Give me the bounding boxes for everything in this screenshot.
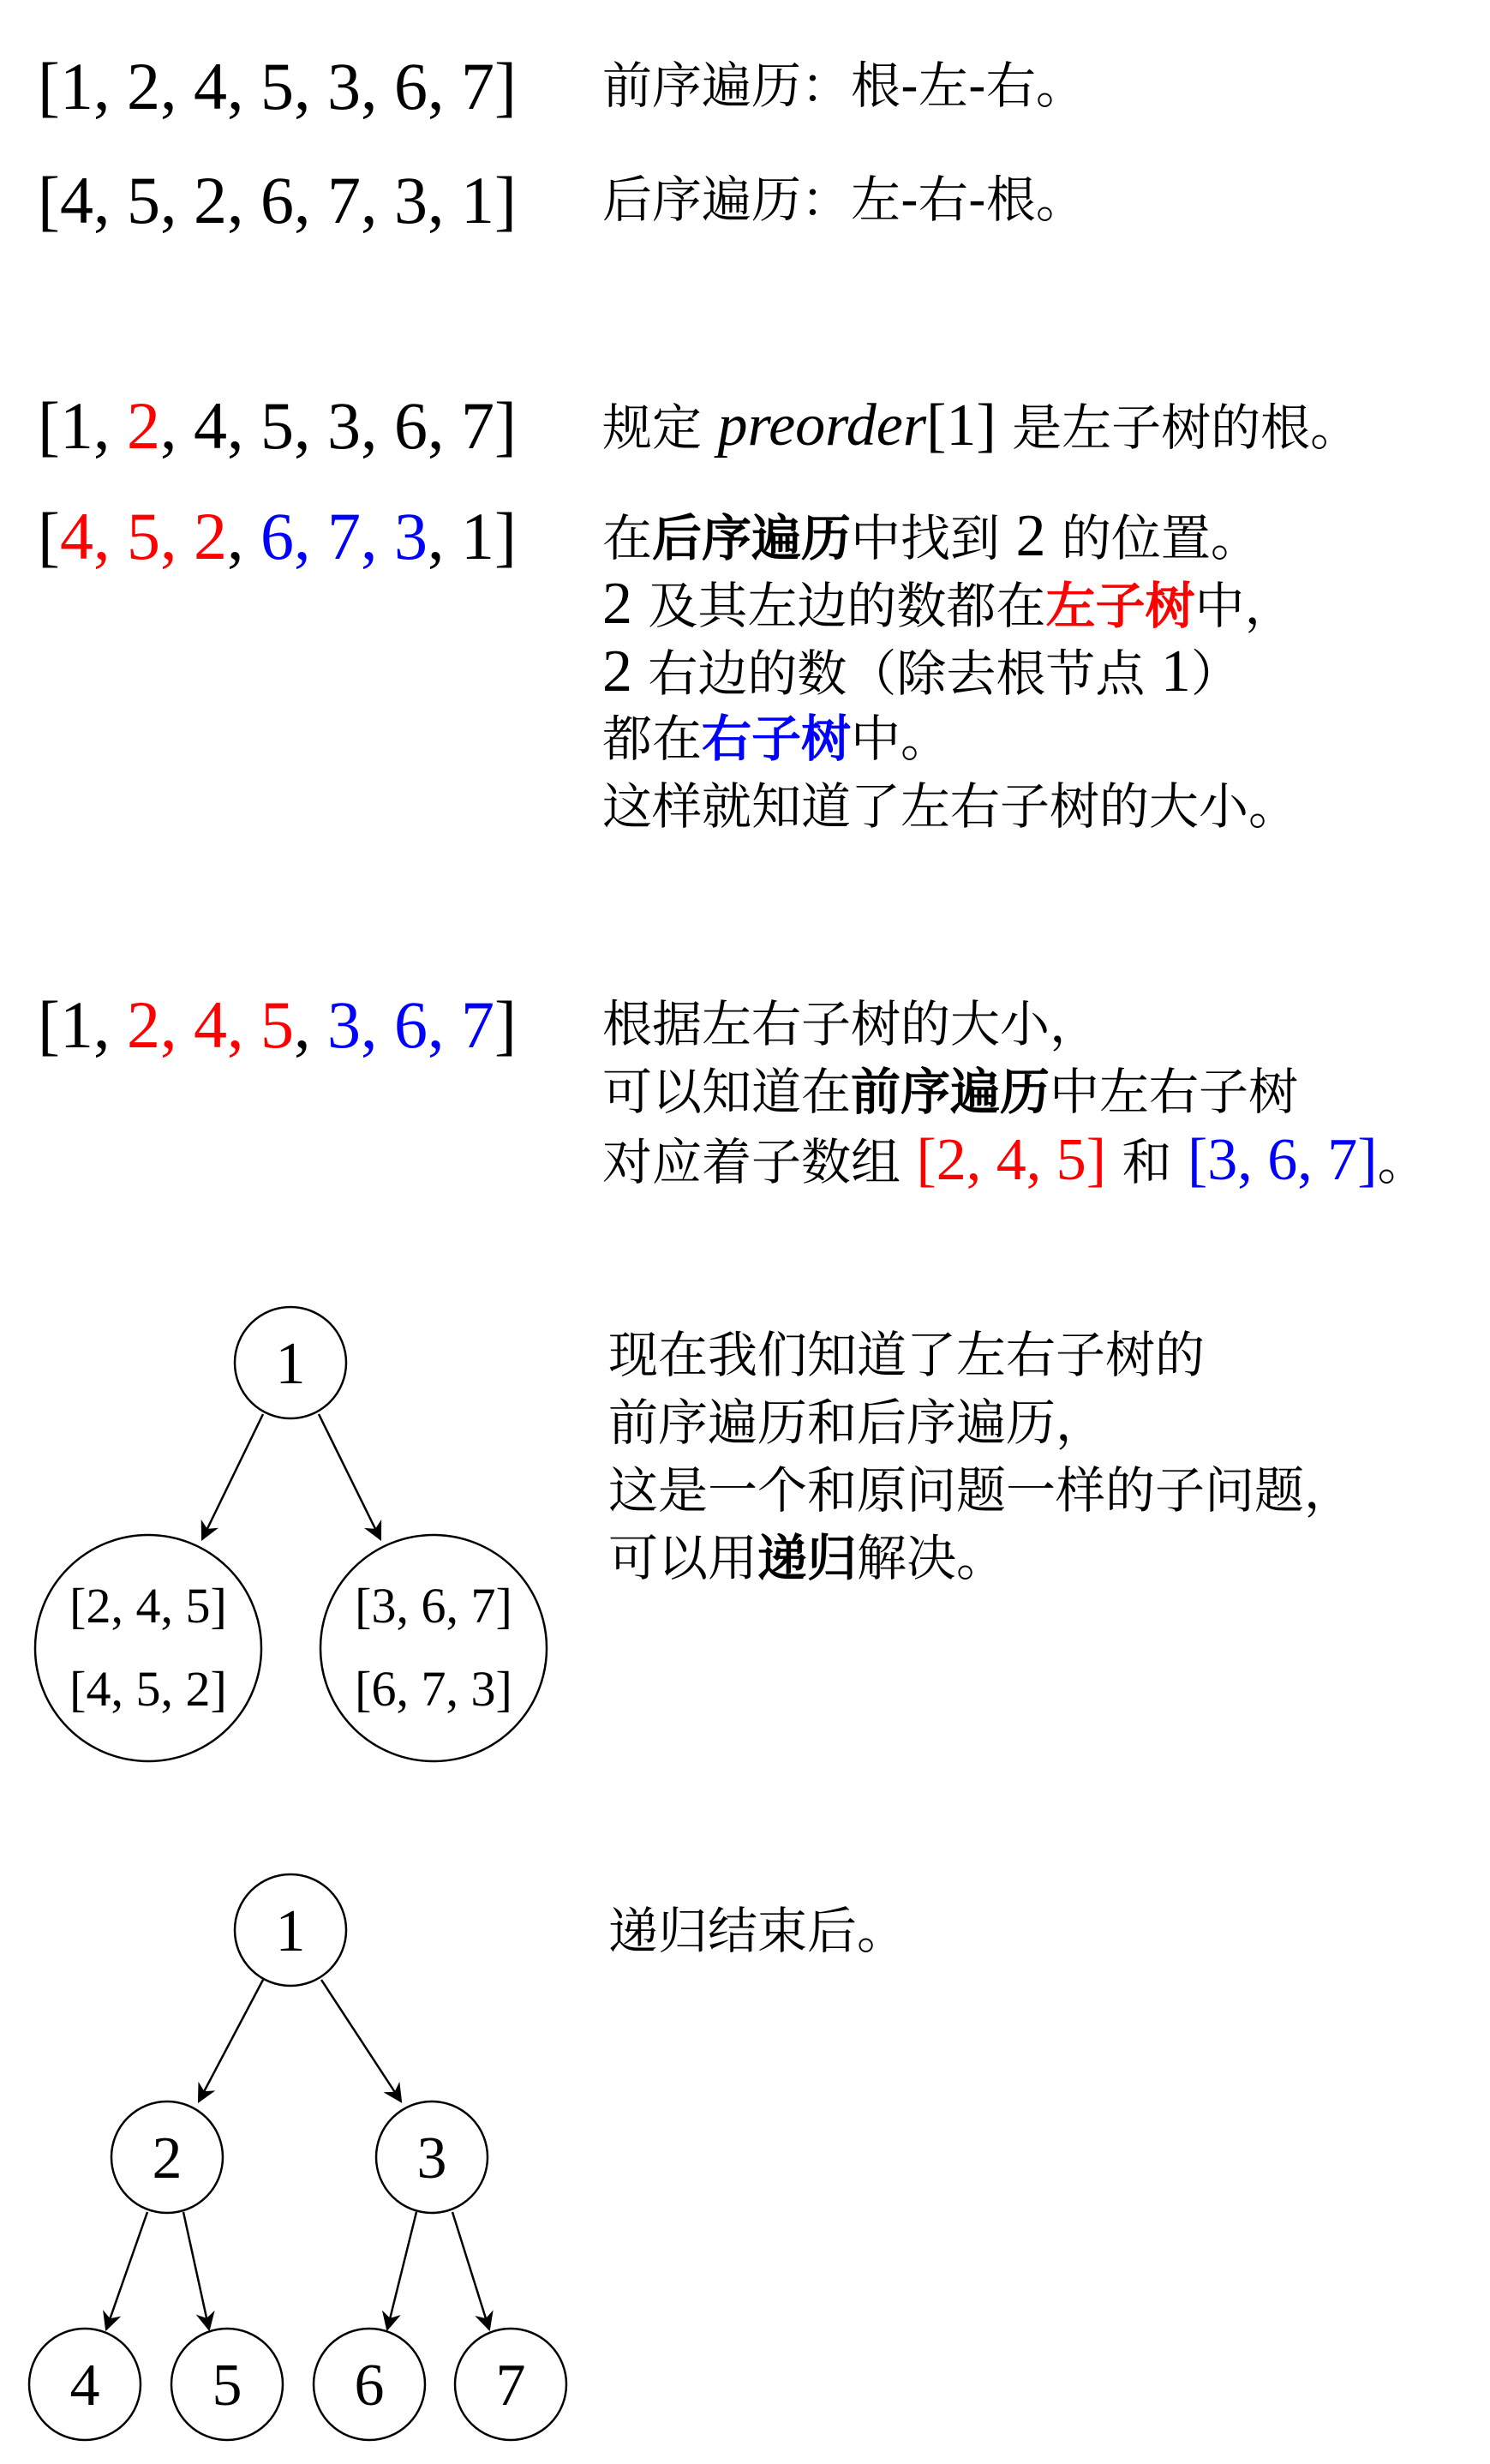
math-segment: [3, 6, 7] [1187,1127,1378,1193]
array-value: 7 [460,49,494,123]
node-5-label: 5 [212,2353,242,2419]
text-segment: 是左子树的根。 [996,399,1361,457]
array-value: 4 [193,49,227,123]
array-value: 1 [460,499,494,573]
emphasis-segment: 右子树 [702,710,852,768]
array-separator: , [93,49,127,123]
array-value: 2 [126,49,160,123]
text-segment: 及其左边的数都在 [632,577,1046,635]
array-separator: , [226,388,260,463]
array-value: 5 [260,987,294,1062]
node-1-label: 1 [275,1898,306,1964]
root-label: 1 [275,1331,306,1397]
edge-3-7 [452,2212,489,2329]
array-value: 5 [260,388,294,463]
text-segment: 都在 [602,710,703,768]
array-separator: , [93,163,127,237]
math-segment: 1 [1160,638,1191,704]
text-segment: 现在我们知道了左右子树的 [608,1326,1206,1384]
edge-1-2 [199,1980,263,2101]
open-bracket: [ [38,49,60,123]
edge-right [319,1414,380,1539]
array-value: 4 [193,388,227,463]
text-segment: 中， [1194,577,1295,635]
text-segment: 在 [602,509,653,567]
close-bracket: ] [494,49,517,123]
text-segment: 前序遍历和后序遍历， [608,1394,1106,1452]
text-segment: 中左右子树 [1050,1063,1299,1121]
text-segment: 中找到 [851,509,1016,567]
array-separator: , [360,987,394,1062]
right-postorder: [6, 7, 3] [355,1661,512,1717]
emphasis-segment: 递归 [757,1529,858,1587]
array-value: 2 [126,388,160,463]
array-separator: , [427,987,461,1062]
close-bracket: ] [494,987,517,1062]
text-segment: 解决。 [857,1529,1007,1587]
open-bracket: [ [38,499,60,573]
open-bracket: [ [38,388,60,463]
array-value: 5 [126,163,160,237]
math-segment: 2 [602,638,632,704]
array-value: 7 [326,499,361,573]
array-separator: , [226,163,260,237]
text-segment: 右边的数（除去根节点 [632,644,1161,703]
text-segment: ） [1190,644,1241,703]
array-value: 7 [326,163,361,237]
text-segment: 后序遍历：左-右-根。 [602,171,1086,229]
node-2-label: 2 [152,2125,183,2191]
array-value: 5 [126,499,160,573]
array-value: 4 [59,163,93,237]
array-separator: , [360,499,394,573]
node-3-label: 3 [416,2125,447,2191]
left-preorder: [2, 4, 5] [69,1578,227,1634]
array-separator: , [293,388,327,463]
math-segment: [1] [926,393,996,459]
close-bracket: ] [494,163,517,237]
math-segment: [2, 4, 5] [916,1127,1107,1193]
left-postorder: [4, 5, 2] [69,1661,227,1717]
node-6-label: 6 [354,2353,385,2419]
array-separator: , [159,163,194,237]
left-subtree-node [35,1535,261,1761]
right-preorder: [3, 6, 7] [355,1578,512,1634]
edge-2-4 [106,2212,147,2329]
array-value: 2 [193,163,227,237]
array-value: 6 [393,987,428,1062]
array-value: 1 [460,163,494,237]
right-subtree-node [320,1535,547,1761]
array-value: 3 [393,499,428,573]
array-value: 6 [260,163,294,237]
array-separator: , [159,499,194,573]
array-value: 3 [393,163,428,237]
array-value: 4 [193,987,227,1062]
math-segment: 2 [1015,503,1046,569]
array-separator: , [427,163,461,237]
array-separator: , [226,49,260,123]
text-segment: 前序遍历：根-左-右。 [602,57,1086,115]
text-segment: 这样就知道了左右子树的大小。 [602,777,1299,836]
edge-1-3 [321,1980,401,2101]
math-segment: 2 [602,571,632,637]
text-segment: 的位置。 [1045,509,1260,567]
array-separator: , [427,388,461,463]
open-bracket: [ [38,987,60,1062]
array-separator: , [93,499,127,573]
emphasis-segment: 左子树 [1045,577,1195,635]
text-segment: 。 [1377,1133,1427,1191]
text-segment: 可以知道在 [602,1063,852,1121]
array-value: 3 [326,49,361,123]
array-separator: , [427,499,461,573]
array-separator: , [159,49,194,123]
emphasis-segment: 后序遍历 [652,509,852,567]
edge-2-5 [183,2212,209,2329]
array-value: 6 [260,499,294,573]
array-separator: , [360,163,394,237]
edge-left [202,1414,263,1539]
array-separator: , [93,388,127,463]
text-segment: 对应着子数组 [602,1133,917,1191]
array-separator: , [427,49,461,123]
emphasis-segment: 前序遍历 [851,1063,1050,1121]
array-separator: , [360,388,394,463]
edge-3-6 [387,2212,416,2329]
close-bracket: ] [494,499,517,573]
text-segment: 这是一个和原问题一样的子问题， [608,1461,1355,1520]
node-7-label: 7 [495,2353,526,2419]
node-4-label: 4 [69,2353,100,2419]
array-separator: , [293,987,327,1062]
array-separator: , [93,987,127,1062]
text-segment: 中。 [851,710,951,768]
array-separator: , [226,499,260,573]
text-segment: 根据左右子树的大小， [602,995,1100,1053]
array-separator: , [360,49,394,123]
array-separator: , [159,388,194,463]
array-value: 1 [59,49,93,123]
array-value: 3 [326,987,361,1062]
array-value: 7 [460,987,494,1062]
array-value: 2 [126,987,160,1062]
array-value: 5 [260,49,294,123]
math-segment: preorder [717,393,927,459]
array-value: 7 [460,388,494,463]
text-segment: 递归结束后。 [608,1902,907,1960]
text-segment: 和 [1106,1133,1188,1191]
array-separator: , [293,49,327,123]
open-bracket: [ [38,163,60,237]
array-value: 1 [59,388,93,463]
array-value: 6 [393,388,428,463]
text-segment: 可以用 [608,1529,758,1587]
array-value: 6 [393,49,428,123]
array-value: 4 [59,499,93,573]
array-separator: , [293,499,327,573]
text-segment: 规定 [602,399,718,457]
array-separator: , [226,987,260,1062]
array-separator: , [293,163,327,237]
array-value: 2 [193,499,227,573]
close-bracket: ] [494,388,517,463]
array-value: 1 [59,987,93,1062]
array-separator: , [159,987,194,1062]
array-value: 3 [326,388,361,463]
